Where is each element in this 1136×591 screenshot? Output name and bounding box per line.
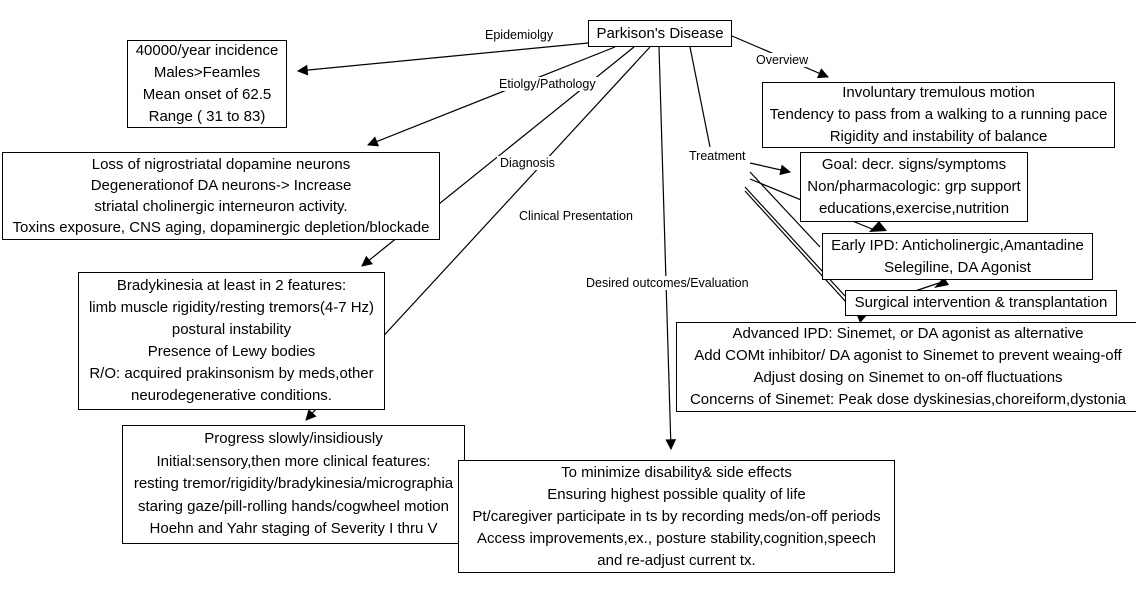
node-line: To minimize disability& side effects [561, 463, 792, 481]
edge-label-desired-outcomes: Desired outcomes/Evaluation [583, 276, 752, 290]
node-etiology-pathology [2, 152, 440, 240]
node-epidemiology-stats [127, 40, 287, 128]
node-line: Hoehn and Yahr staging of Severity I thru V [149, 520, 438, 538]
node-line: neurodegenerative conditions. [131, 387, 332, 404]
node-advanced-ipd [676, 322, 1136, 412]
node-line: Bradykinesia at least in 2 features: [116, 277, 347, 294]
edge-label-treatment: Treatment [686, 149, 749, 163]
node-line: staring gaze/pill-rolling hands/cogwheel motion [137, 497, 449, 515]
node-line: Presence of Lewy bodies [147, 343, 316, 360]
edge-label-epidemiology: Epidemiolgy [482, 28, 556, 42]
node-line: postural instability [171, 321, 292, 338]
edge-label-etiology-pathology: Etiolgy/Pathology [496, 77, 599, 91]
node-clinical-presentation [122, 425, 465, 544]
node-line: striatal cholinergic interneuron activity. [94, 198, 348, 215]
node-line: Range ( 31 to 83) [148, 108, 266, 125]
node-line: Access improvements,ex., posture stability,cognition,speech [476, 529, 877, 547]
node-line: Ensuring highest possible quality of life [547, 485, 806, 503]
node-line: Add COMt inhibitor/ DA agonist to Sinemet to prevent weaing-off [694, 347, 1122, 364]
node-line: Selegiline, DA Agonist [884, 258, 1031, 276]
node-line: Adjust dosing on Sinemet to on-off fluctuations [753, 369, 1063, 386]
node-line: Progress slowly/insidiously [204, 430, 383, 448]
node-line: Non/pharmacologic: grp support [807, 178, 1021, 195]
node-line: R/O: acquired prakinsonism by meds,other [89, 365, 374, 382]
node-line: Males>Feamles [153, 64, 261, 81]
node-line: Advanced IPD: Sinemet, or DA agonist as alternative [732, 325, 1084, 342]
node-line: resting tremor/rigidity/bradykinesia/micrographia [133, 475, 454, 493]
node-line: Early IPD: Anticholinergic,Amantadine [831, 236, 1084, 254]
node-line: Tendency to pass from a walking to a running pace [769, 106, 1108, 123]
edge-label-diagnosis: Diagnosis [497, 156, 558, 170]
node-line: educations,exercise,nutrition [818, 200, 1010, 217]
node-line: Involuntary tremulous motion [842, 84, 1035, 101]
edge-label-overview: Overview [753, 53, 811, 67]
node-line: Pt/caregiver participate in ts by recording meds/on-off periods [472, 507, 881, 525]
node-line: Initial:sensory,then more clinical features: [156, 452, 431, 470]
node-line: Rigidity and instability of balance [829, 128, 1048, 145]
node-line: limb muscle rigidity/resting tremors(4-7 Hz) [88, 299, 375, 316]
node-title: Parkison's Disease [596, 25, 724, 42]
node-line: Surgical intervention & transplantation [854, 294, 1108, 311]
node-line: and re-adjust current tx. [597, 551, 756, 569]
node-line: Concerns of Sinemet: Peak dose dyskinesias,choreiform,dystonia [689, 391, 1127, 408]
node-line: 40000/year incidence [135, 42, 279, 59]
node-line: Loss of nigrostriatal dopamine neurons [91, 156, 351, 173]
node-line: Mean onset of 62.5 [142, 86, 272, 103]
node-desired-outcomes [458, 460, 895, 573]
node-treatment-goal [800, 152, 1028, 222]
node-line: Toxins exposure, CNS aging, dopaminergic depletion/blockade [12, 219, 430, 236]
node-diagnosis-criteria [78, 272, 385, 410]
node-line: Goal: decr. signs/symptoms [821, 156, 1007, 173]
node-line: Degenerationof DA neurons-> Increase [90, 177, 352, 194]
node-early-ipd [822, 233, 1093, 280]
node-surgical-intervention [845, 290, 1117, 316]
node-parkinsons-disease [588, 20, 732, 47]
node-overview-symptoms [762, 82, 1115, 148]
edge-label-clinical-presentation: Clinical Presentation [516, 209, 636, 223]
